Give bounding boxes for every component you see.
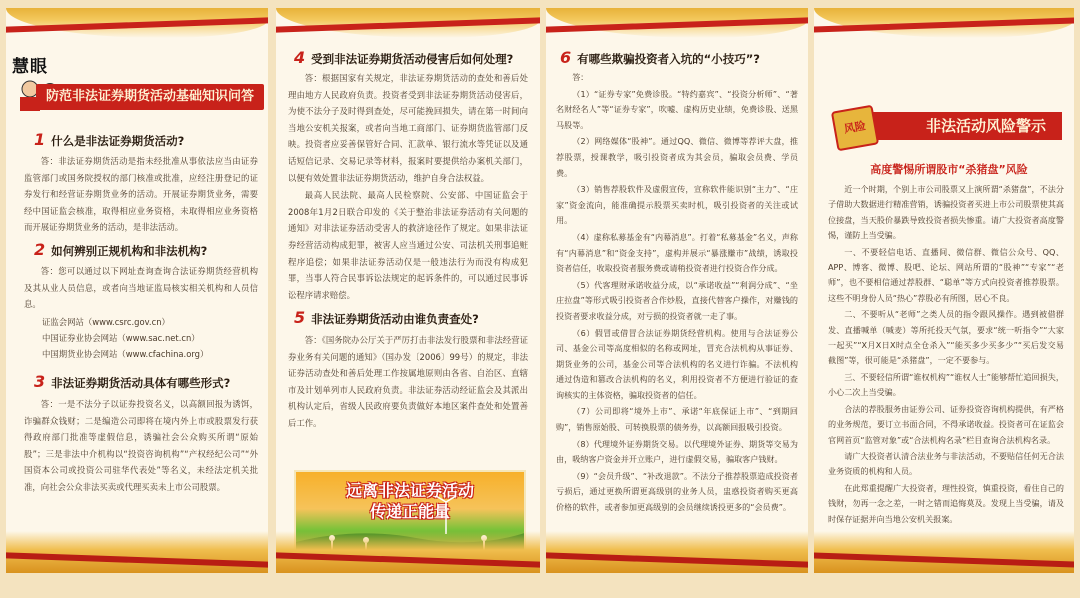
trick-7: （7）公司即将“境外上市”、承诺“年底保证上市”、“到期回购”，销售原始股、可转换股票的债务券，以高额回报吸引投资。 <box>556 406 798 433</box>
answer-4-para-2: 最高人民法院、最高人民检察院、公安部、中国证监会于2008年1月2日联合印发的《关于整治非法证券活动有关问题的通知》对非法证券活动受害人的救济途径作了规定。如果非法证券经营活动构成犯罪，被害人应当通过公安、司法机关刑事追赃程序追偿；如果非法证券活动仅是一般违法行为而没有构成犯罪，当事人符合民事诉讼法规定的起诉条件的，可以通过民事诉讼程序请求赔偿。 <box>288 190 528 300</box>
risk-text <box>828 182 1064 528</box>
panel-basic-qa <box>6 8 268 573</box>
link-csrc[interactable]: 证监会网站（www.csrc.gov.cn） <box>42 317 170 327</box>
panel-banner: 防范非法证券期货活动基础知识问答 <box>36 84 264 110</box>
bottom-ribbon <box>6 531 268 573</box>
risk-para-7: 在此郑重提醒广大投资者，理性投资，慎重投资，看住自己的钱财，勿再一念之差，一时之错而追悔莫及。发现上当受骗，请及时保存证据并向当地公安机关报案。 <box>828 482 1064 524</box>
bottom-ribbon <box>546 531 808 573</box>
question-2-title: 2 如何辨别正规机构和非法机构? <box>34 240 208 259</box>
link-sac[interactable]: 中国证券业协会网站（www.sac.net.cn） <box>42 333 200 343</box>
trick-1: （1）“证券专家”免费诊股。“特约嘉宾”、“投资分析师”、“著名财经名人”等“证券专家”，吹嘘、虚构历史业绩，免费诊股、送黑马股等。 <box>556 88 798 130</box>
risk-para-5: 合法的荐股服务由证券公司、证券投资咨询机构提供，有严格的业务规范，要订立书面合同，不得承诺收益。投资者可在证监会官网首页“监管对象”或“合法机构名录”栏目查询合法机构名录。 <box>828 403 1064 445</box>
answer-1 <box>24 153 258 237</box>
answer-2-text: 答：您可以通过以下网址查询查询合法证券期货经营机构及其从业人员信息，或者向当地证监局核实相关机构和人员信息。 <box>24 266 258 310</box>
question-1-title: 1 什么是非法证券期货活动? <box>34 130 185 149</box>
bottom-ribbon <box>814 531 1074 573</box>
answer-2 <box>24 263 258 314</box>
trick-8: （8）代理境外证券期货交易。以代理境外证券、期货等交易为由，吸纳客户资金并开立账户，进行虚假交易，骗取客户钱财。 <box>556 438 798 465</box>
answer-3-text: 答：一是不法分子以证券投资名义，以高额回报为诱饵，诈骗群众钱财；二是编造公司即将在境内外上市或股票发行获得政府部门批准等虚假信息，诱骗社会公众购买所谓“原始股”；三是非法中介机构以“投资咨询机构”“产权经纪公司”“外国资本公司或投资公司驻华代表处”等名义，未经法定机关批准，向社会公众非法买卖或代理买卖未上市公司股票。 <box>24 399 258 492</box>
answer-6 <box>556 70 798 517</box>
trick-5: （5）代客理财承诺收益分成，以“承诺收益”“利润分成”、“坐庄拉盘”等形式吸引投资者合作炒股，直接代替客户操作，对赚钱的投资者要求收益分成，对亏损的投资者就一走了事。 <box>556 279 798 321</box>
panel-risk-warning <box>814 8 1074 573</box>
panel-tricks <box>546 8 808 573</box>
answer-1-text: 答：非法证券期货活动是指未经批准从事依法应当由证券监管部门或国务院授权的部门核准或批准，应经注册登记的证券发行和经营证券期货业务的活动。开展证券期货业务，需要经中国证监会核准，取得相应业务资格，未取得相应业务资格而开展证券期货业务的活动，是非法活动。 <box>24 156 258 233</box>
answer-5 <box>288 332 528 433</box>
trick-9: （9）“会员升级”、“补改退款”。不法分子推荐股票造成投资者亏损后，通过更换所谓更高级别的业务人员，盅惑投资者购买更高价格的软件，或者参加更高级别的会员继续诱投更多的“会员费”。 <box>556 470 798 513</box>
answer-3 <box>24 396 258 497</box>
trick-4: （4）虚称私募基金有“内幕消息”。打着“私募基金”名义，声称有“内幕消息”和“资金支持”，虚构并展示“暴涨赚市”战绩，诱取投资者信任，收取投资者服务费或请稍投资者进行投资合作分成。 <box>556 231 798 274</box>
logo-text: 慧眼 <box>12 57 48 77</box>
risk-banner: 非法活动风险警示 <box>850 112 1062 140</box>
answer-4-para-1: 答：根据国家有关规定，非法证券期货活动的查处和善后处理由地方人民政府负责。投资者受到非法证券期货活动侵害后，为使不法分子及时得到查处，尽可能挽回损失，请在第一时间向当地公安机关报案，或者向当地工商部门、证券期货监管部门反映。投资者应妥善保管好合同、汇款单、银行流水等凭证以及通话短信记录、交易记录等材料，报案时要提供给办案机关部门，以便有效处置非法证券期货活动，维护自身合法权益。 <box>288 73 528 183</box>
link-list <box>42 314 208 362</box>
trick-2: （2）网络媒体“股神”。通过QQ、微信、微博等荐评大盘，推荐股票，授课教学，吸引投资者成为其会员，骗取会员费、学员费。 <box>556 136 798 178</box>
link-cfachina[interactable]: 中国期货业协会网站（www.cfachina.org） <box>42 349 209 359</box>
risk-subhead: 高度警惕所谓股市“杀猪盘”风险 <box>870 163 1028 176</box>
bottom-ribbon <box>276 531 540 573</box>
answer-5-text: 答：《国务院办公厅关于严厉打击非法发行股票和非法经营证券业务有关问题的通知》（国办发〔2006〕99号）的规定，非法证券活动查处和善后处理工作按属地原则由各省、自治区、直辖市及计划单列市人民政府负责。非法证券活动经证监会及其派出机构认定后，省级人民政府要负责做好本地区案件查处和处置善后工作。 <box>288 335 528 428</box>
panel-handling <box>276 8 540 573</box>
answer-6-intro: 答： <box>572 72 589 82</box>
risk-para-1: 近一个时期，个别上市公司股票又上演所谓“杀猪盘”，不法分子借助大数据进行精准营销，诱骗投资者买进上市公司股票使其高位接盘，当天股价暴跌导致投资者损失惨重。请广大投资者高度警惕，谨防上当受骗。 <box>828 184 1064 241</box>
slogan-line-2: 传递正能量 <box>369 502 450 521</box>
answer-4 <box>288 70 528 304</box>
risk-para-6: 请广大投资者认清合法业务与非法活动，不要贴信任何无合法业务资质的机构和人员。 <box>828 450 1064 477</box>
risk-para-3: 二、不要听从“老师”之类人员的指令跟风操作。遇到被借群发、直播喊单（喊麦）等所托投天气氛，要求“统一听指令”“大家一起买”“X月X日X时点全仓杀入”“能买多少买多少”“买后发交易截图”等，很可能是“杀猪盘”，一定不要参与。 <box>828 309 1064 366</box>
question-4-title: 4 受到非法证券期货活动侵害后如何处理? <box>294 48 514 67</box>
trick-6: （6）假冒或借冒合法证券期货经营机构。使用与合法证券公司、基金公司等高度相似的名称或网址，冒充合法机构从事证券、期货业务的公司，基金公司等合法机构的名义进行诈骗。不法机构通过伪造和篡改合法机构的名义，利用投资者不方便进行验证的查询核实的主体资格，骗取投资者的信任。 <box>556 327 798 400</box>
slogan-line-1: 远离非法证券活动 <box>345 481 474 500</box>
risk-para-4: 三、不要轻信所谓“谁权机构”“谁权人士”能够帮忙追回损失，小心二次上当受骗。 <box>828 371 1064 398</box>
trick-3: （3）销售荐股软件及虚假宣传，宣称软件能识别“主力”、“庄家”资金流向，能准确提示股票买卖时机，吸引投资者的关注或试用。 <box>556 184 798 226</box>
risk-badge-icon: 风险 <box>831 105 879 152</box>
question-3-title: 3 非法证券期货活动具体有哪些形式? <box>34 372 231 391</box>
question-5-title: 5 非法证券期货活动由谁负责查处? <box>294 308 479 327</box>
question-6-title: 6 有哪些欺骗投资者入坑的“小技巧”? <box>560 48 760 67</box>
risk-para-2: 一、不要轻信电话、直播间、微信群、微信公众号、QQ、APP、博客、微博、股吧、论坛、网站所谓的“股神”“专家”“老师”，也不要相信通过荐股群、“聪单”等方式向投资者推荐股票。这些不明身份人员“热心”荐股必有所图，居心不良。 <box>828 246 1064 303</box>
